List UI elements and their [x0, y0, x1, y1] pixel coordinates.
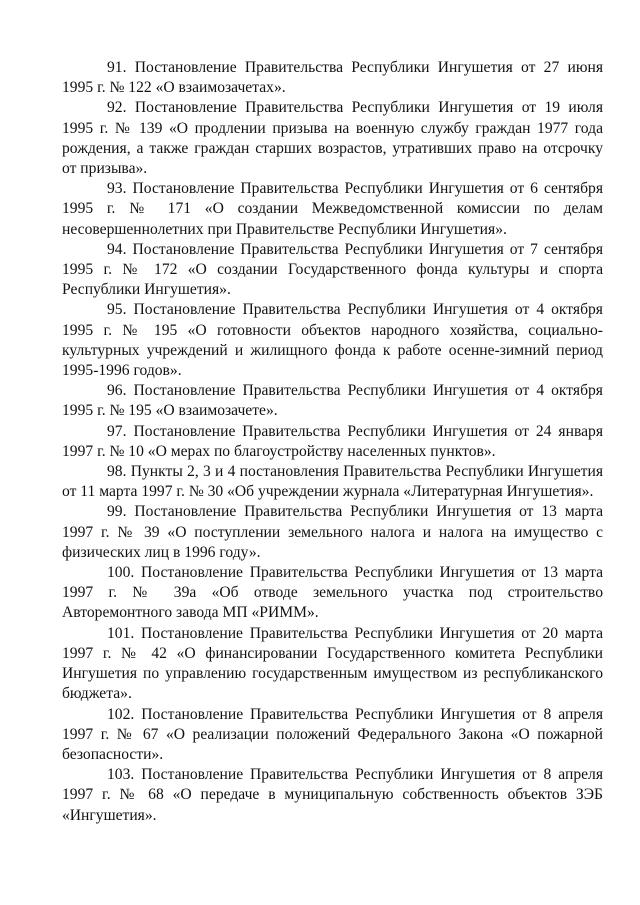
item-number: 92.	[107, 99, 127, 117]
list-item-102	[62, 705, 603, 766]
item-number: 101.	[107, 624, 135, 642]
item-number: 94.	[107, 240, 127, 258]
list-item-101	[62, 624, 603, 705]
item-number: 100.	[107, 564, 135, 582]
item-text: Постановление Правительства Республики Ингушетия от 8 апреля 1997 г. № 67 «О реализации положений Федерального Закона «О пожарной безопасности».	[62, 705, 603, 763]
item-number: 103.	[107, 766, 135, 784]
item-text: Постановление Правительства Республики Ингушетия от 8 апреля 1997 г. № 68 «О передаче в муниципальную собственность объектов ЗЭБ «Ингушетия».	[62, 766, 603, 824]
item-number: 99.	[107, 503, 127, 521]
item-text: Постановление Правительства Республики Ингушетия от 20 марта 1997 г. № 42 «О финансировании Государственного комитета Республики Ингушетия по управлению государственным имуществом из республиканского бюджета».	[62, 624, 603, 703]
item-number: 96.	[107, 382, 127, 400]
item-text: Пункты 2, 3 и 4 постановления Правительства Республики Ингушетия от 11 марта 1997 г. № 30 «Об учреждении журнала «Литературная Ингушетия».	[62, 463, 603, 501]
item-number: 95.	[107, 301, 127, 319]
item-text: Постановление Правительства Республики Ингушетия от 27 июня 1995 г. № 122 «О взаимозачетах».	[62, 59, 604, 97]
list-item-103	[62, 765, 603, 826]
list-item-92	[62, 98, 603, 179]
list-item-94	[62, 240, 603, 301]
list-item-91	[62, 58, 603, 98]
item-text: Постановление Правительства Республики Ингушетия от 13 марта 1997 г. № 39а «Об отводе земельного участка под строительство Авторемонтного завода МП «РИММ».	[62, 564, 603, 622]
list-item-98	[62, 462, 603, 502]
item-number: 97.	[107, 422, 127, 440]
item-number: 98.	[107, 463, 127, 481]
item-number: 102.	[107, 705, 135, 723]
item-text: Постановление Правительства Республики Ингушетия от 4 октября 1995 г. № 195 «О готовности объектов народного хозяйства, социально-культурных учреждений и жилищного фонда к работе осенне-зимний период 1995-1996 годов».	[62, 301, 603, 380]
list-item-96	[62, 381, 603, 421]
list-item-100	[62, 563, 603, 624]
list-item-93	[62, 179, 603, 240]
item-text: Постановление Правительства Республики Ингушетия от 6 сентября 1995 г. № 171 «О создании Межведомственной комиссии по делам несовершеннолетних при Правительстве Республики Ингушетия».	[62, 180, 604, 238]
item-text: Постановление Правительства Республики Ингушетия от 13 марта 1997 г. № 39 «О поступлении земельного налога и налога на имущество с физических лиц в 1996 году».	[62, 503, 603, 561]
item-text: Постановление Правительства Республики Ингушетия от 4 октября 1995 г. № 195 «О взаимозачете».	[62, 382, 603, 420]
item-text: Постановление Правительства Республики Ингушетия от 7 сентября 1995 г. № 172 «О создании Государственного фонда культуры и спорта Республики Ингушетия».	[62, 240, 604, 299]
item-text: Постановление Правительства Республики Ингушетия от 19 июля 1995 г. № 139 «О продлении призыва на военную службу граждан 1977 года рождения, а также граждан старших возрастов, утративших право на отсрочку от призыва».	[62, 99, 603, 178]
list-item-97	[62, 422, 603, 462]
list-item-99	[62, 502, 603, 563]
item-number: 93.	[107, 180, 127, 198]
item-text: Постановление Правительства Республики Ингушетия от 24 января 1997 г. № 10 «О мерах по благоустройству населенных пунктов».	[62, 422, 603, 460]
item-number: 91.	[107, 59, 127, 76]
document-page	[62, 58, 603, 826]
list-item-95	[62, 300, 603, 381]
